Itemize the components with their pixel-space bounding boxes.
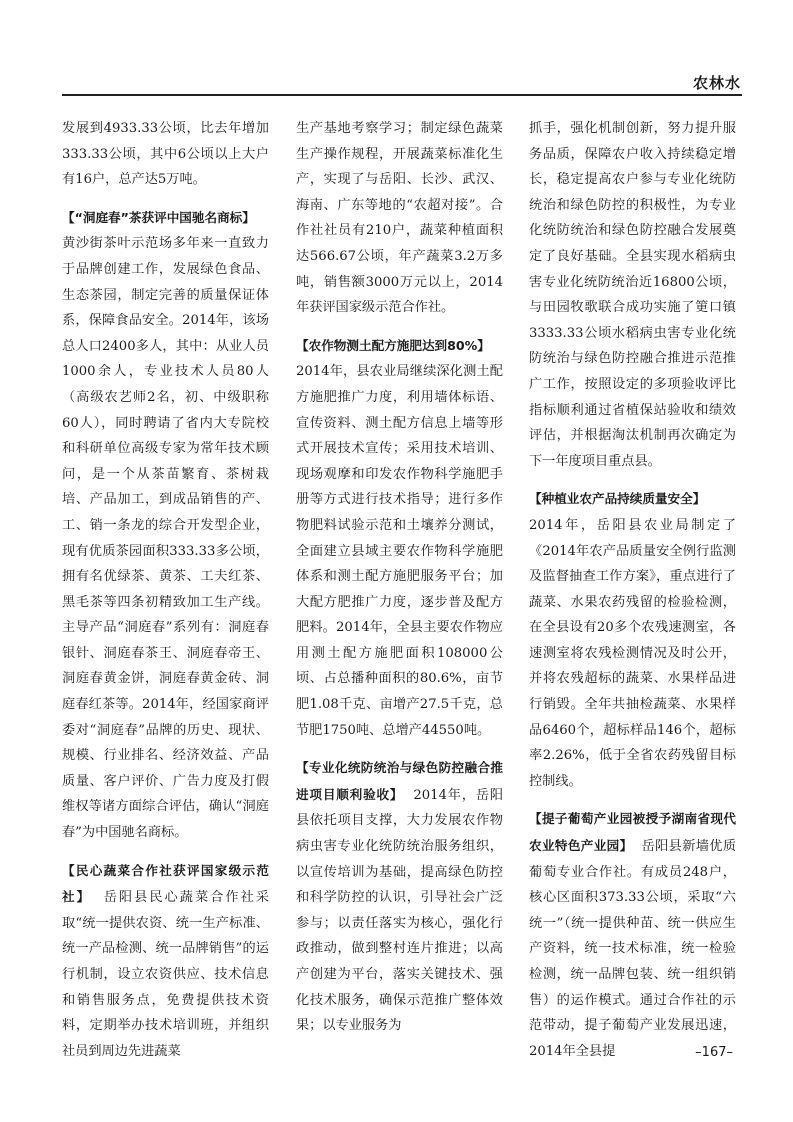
paragraph: 生产基地考察学习；制定绿色蔬菜生产操作规程，开展蔬菜标准化生产，实现了与岳阳、长沙、武汉、海南、广东等地的“农超对接”。合作社社员有210户，蔬菜种植面积达566.67公顷，年产蔬菜3.2万多吨，销售额3000万元以上，2014年获评国家级示范合作社。 <box>296 121 503 316</box>
article-body: 黄沙街茶叶示范场多年来一直致力于品牌创建工作，发展绿色食品、生态茶园，制定完善的质量保证体系，保障食品安全。2014年，该场总人口2400多人，其中：从业人员1000余人，专业技术人员80人（高级农艺师2名，初、中级职称60人），同时聘请了省内大专院校和科研单位高级专家为常年技术顾问，是一个从茶苗繁育、茶树栽培、产品加工，到成品销售的产、工、销一条龙的综合开发型企业，现有优质茶园面积333.33多公顷，拥有名优绿茶、黄茶、工夫红茶、黑毛茶等四条初精致加工生产线。主导产品“洞庭春”系列有：洞庭春银针、洞庭春茶王、洞庭春帝王、洞庭春黄金饼，洞庭春黄金砖、洞庭春红茶等。2014年，经国家商评委对“洞庭春”品牌的历史、现状、规模、行业排名、经济效益、产品质量、客户评价、广告力度及打假维权等诸方面综合评估，确认“洞庭春”为中国驰名商标。 <box>62 236 269 841</box>
section-tag: 农林水 <box>692 74 741 92</box>
column-2 <box>296 116 503 1039</box>
paragraph: 抓手，强化机制创新，努力提升服务品质，保障农户收入持续稳定增长，稳定提高农户参与专业化统防统治和绿色防控的积极性，为专业化统防统治和绿色防控融合发展奠定了良好基础。全县实现水稻病虫害专业化统防统治近16800公顷，与田园牧歌联合成功实施了筻口镇3333.33公顷水稻病虫害专业化统防统治与绿色防控融合推进示范推广工作，按照设定的多项验收评比指标顺利通过省植保站验收和绩效评估，并根据淘汰机制再次确定为下一年度项目重点县。 <box>529 121 736 469</box>
article-quality-safety <box>529 486 736 794</box>
article-dongtingchun <box>62 205 269 846</box>
article-soil-fertilizer <box>296 333 503 744</box>
page-number: –167– <box>695 1045 733 1060</box>
article-grape-park <box>529 806 736 1064</box>
article-body: 岳阳县民心蔬菜合作社采取“统一提供农资、统一生产标准、统一产品检测、统一品牌销售”的运行机制，设立农资供应、技术信息和销售服务点，免费提供技术资料，定期举办技术培训班，并组织社员到周边先进蔬菜 <box>62 890 270 1059</box>
column-1 <box>62 116 269 1064</box>
article-body: 2014年，岳阳县依托项目支撑，大力发展农作物病虫害专业化统防统治服务组织，以宣传培训为基础，提高绿色防控和科学防控的认识，引导社会广泛参与；以责任落实为核心，强化行政推动，做到整村连片推进；以高产创建为平台，落实关键技术、强化技术服务，确保示范推广整体效果；以专业服务为 <box>296 787 504 1034</box>
article-heading: 【民心蔬菜合作社获评国家级示范社】 <box>62 862 269 905</box>
article-heading: 【“洞庭春”茶获评中国驰名商标】 <box>62 209 255 225</box>
article-pest-control <box>296 755 503 1039</box>
article-body: 岳阳县新墙优质葡萄专业合作社。有成员248户，核心区面积373.33公顷，采取“六统一”（统一提供种苗、统一供应生产资料，统一技术标准，统一检验检测，统一品牌包装、统一组织销售）的运作模式。通过合作社的示范带动，提子葡萄产业发展迅速，2014年全县提 <box>529 839 737 1059</box>
paragraph: 发展到4933.33公顷，比去年增加333.33公顷，其中6公顷以上大户有16户，总产达5万吨。 <box>62 121 269 188</box>
column-3 <box>529 116 736 1064</box>
article-heading: 【提子葡萄产业园被授予湖南省现代农业特色产业园】 <box>529 811 736 854</box>
article-heading: 【农作物测土配方施肥达到80%】 <box>296 337 490 353</box>
article-heading: 【种植业农产品持续质量安全】 <box>529 491 706 507</box>
article-heading: 【专业化统防统治与绿色防控融合推进项目顺利验收】 <box>296 760 503 802</box>
article-body: 2014年，岳阳县农业局制定了《2014年农产品质量安全例行监测及监督抽查工作方案》，重点进行了蔬菜、水果农药残留的检验检测，在全县设有20多个农残速测室，各速测室将农残检测情况及时公开，并将农残超标的蔬菜、水果样品进行销毁。全年共抽检蔬菜、水果样品6460个，超标样品146个，超标率2.26%，低于全省农药残留目标控制线。 <box>529 517 736 789</box>
article-body: 2014年，县农业局继续深化测土配方施肥推广力度，利用墙体标语、宣传资料、测土配方信息上墙等形式开展技术宣传；采用技术培训、现场观摩和印发农作物科学施肥手册等方式进行技术指导；进行多作物肥料试验示范和土壤养分测试，全面建立县域主要农作物科学施肥体系和测土配方施肥服务平台；加大配方肥推广力度，逐步普及配方肥料。2014年，全县主要农作物应用测土配方施肥面积108000公顷、占总播种面积的80.6%，亩节肥1.08千克、亩增产27.5千克，总节肥1750吨、总增产44550吨。 <box>296 364 503 738</box>
header-rule <box>62 94 742 96</box>
article-minxin-coop <box>62 858 269 1065</box>
